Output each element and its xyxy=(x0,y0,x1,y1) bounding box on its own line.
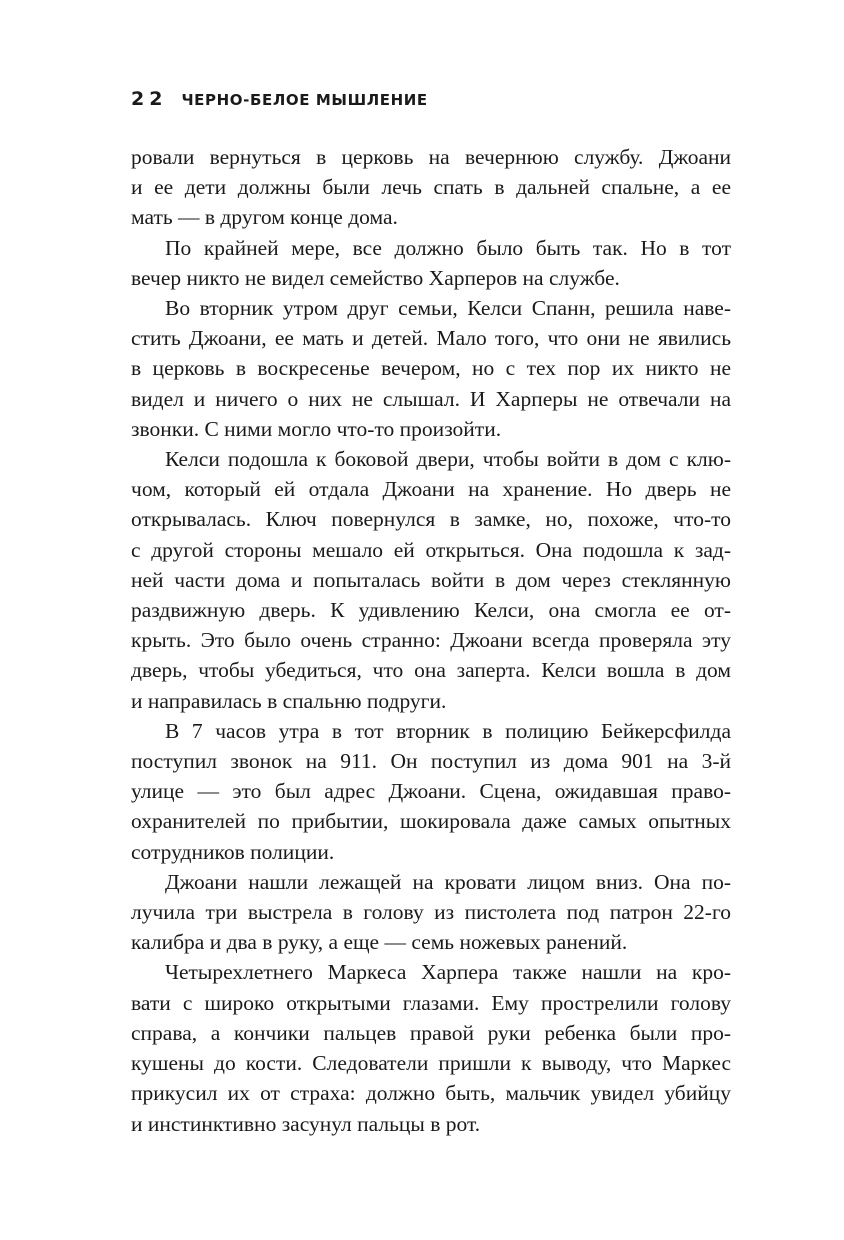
text-line: крыть. Это было очень странно: Джоани всегда проверяла эту xyxy=(131,628,731,653)
paragraph xyxy=(131,293,731,444)
text-line: стить Джоани, ее мать и детей. Мало того, что они не явились xyxy=(131,326,731,351)
text-line: и ее дети должны были лечь спать в дальней спальне, а ее xyxy=(131,175,731,200)
text-line: Во вторник утром друг семьи, Келси Спанн, решила наве- xyxy=(165,296,731,321)
text-line: в церковь в воскресенье вечером, но с тех пор их никто не xyxy=(131,356,731,381)
text-line: с другой стороны мешало ей открыться. Она подошла к зад- xyxy=(131,537,731,562)
body-text xyxy=(131,142,731,1139)
text-line: Джоани нашли лежащей на кровати лицом вниз. Она по- xyxy=(165,869,731,894)
paragraph xyxy=(131,142,731,233)
paragraph xyxy=(131,957,731,1138)
running-title: ЧЕРНО-БЕЛОЕ МЫШЛЕНИЕ xyxy=(181,91,428,109)
text-line: и инстинктивно засунул пальцы в рот. xyxy=(131,1111,481,1136)
text-line: В 7 часов утра в тот вторник в полицию Бейкерсфилда xyxy=(165,718,731,743)
text-line: Келси подошла к боковой двери, чтобы войти в дом с клю- xyxy=(165,447,731,472)
text-line: прикусил их от страха: должно быть, мальчик увидел убийцу xyxy=(131,1081,731,1106)
text-line: раздвижную дверь. К удивлению Келси, она смогла ее от- xyxy=(131,598,731,623)
paragraph xyxy=(131,444,731,716)
text-line: поступил звонок на 911. Он поступил из дома 901 на 3-й xyxy=(131,749,731,774)
text-line: лучила три выстрела в голову из пистолета под патрон 22-го xyxy=(131,900,731,925)
paragraph xyxy=(131,716,731,867)
text-line: кушены до кости. Следователи пришли к выводу, что Маркес xyxy=(131,1051,731,1076)
text-line: видел и ничего о них не слышал. И Харперы не отвечали на xyxy=(131,386,731,411)
paragraph xyxy=(131,233,731,293)
text-line: вечер никто не видел семейство Харперов на службе. xyxy=(131,265,620,290)
text-line: дверь, чтобы убедиться, что она заперта. Келси вошла в дом xyxy=(131,658,731,683)
text-line: чом, который ей отдала Джоани на хранение. Но дверь не xyxy=(131,477,731,502)
text-line: По крайней мере, все должно было быть так. Но в тот xyxy=(165,235,731,260)
text-line: Четырехлетнего Маркеса Харпера также нашли на кро- xyxy=(165,960,731,985)
text-line: улице — это был адрес Джоани. Сцена, ожидавшая право- xyxy=(131,779,731,804)
running-head xyxy=(131,88,428,112)
text-line: мать — в другом конце дома. xyxy=(131,205,398,230)
text-line: и направилась в спальню подруги. xyxy=(131,688,447,713)
page-number: 22 xyxy=(131,88,168,110)
text-line: калибра и два в руку, а еще — семь ножевых ранений. xyxy=(131,930,628,955)
text-line: охранителей по прибытии, шокировала даже самых опытных xyxy=(131,809,731,834)
text-line: ней части дома и попыталась войти в дом через стеклянную xyxy=(131,567,731,592)
text-line: звонки. С ними могло что-то произойти. xyxy=(131,416,502,441)
text-line: ровали вернуться в церковь на вечернюю службу. Джоани xyxy=(131,145,731,169)
text-line: вати с широко открытыми глазами. Ему прострелили голову xyxy=(131,990,731,1015)
text-line: открывалась. Ключ повернулся в замке, но, похоже, что-то xyxy=(131,507,731,532)
text-line: сотрудников полиции. xyxy=(131,839,335,864)
paragraph xyxy=(131,867,731,958)
text-line: справа, а кончики пальцев правой руки ребенка были про- xyxy=(131,1020,731,1045)
